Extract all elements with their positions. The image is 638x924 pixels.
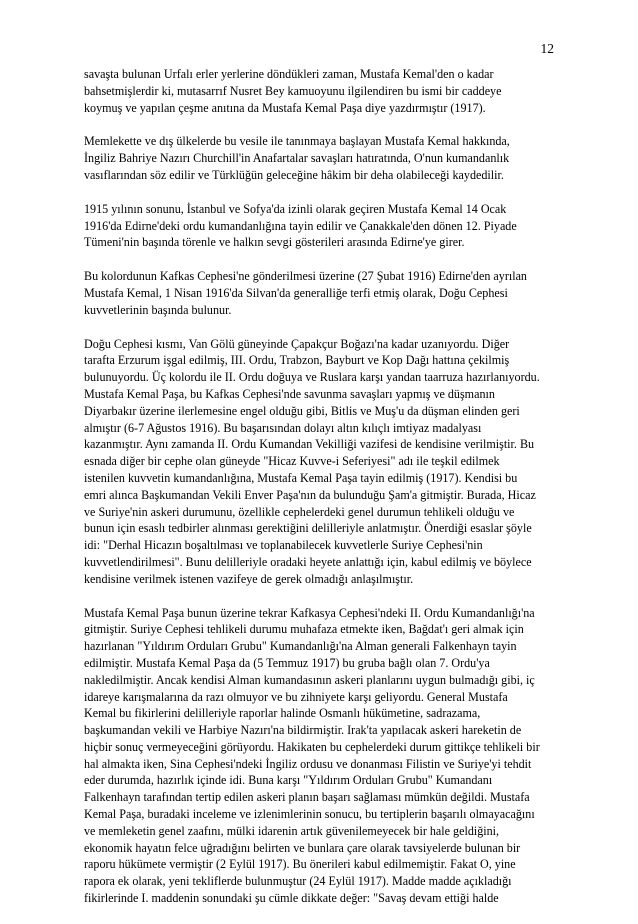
text-line: raporu hükümete vermiştir (2 Eylül 1917). Bu önerileri kabul edilmemiştir. Fakat O, yine (84, 857, 516, 872)
text-line: ve memleketin genel zaafını, mülki idarenin artık güvenilemeyecek bir hale geldiğini, (84, 823, 500, 838)
paragraph (84, 133, 564, 183)
text-line: kazanmıştır. Aynı zamanda II. Ordu Kumandan Vekilliği vazifesi de kendisine verilmiştir. Bu (84, 437, 535, 452)
text-line: kuvvetlerinin başında bulunur. (84, 302, 232, 317)
text-line: idareye karışmalarına da razı olmuyor ve bu zihniyete karşı geliyordu. General Mustafa (84, 689, 508, 704)
page-number: 12 (540, 41, 554, 56)
text-line: ekonomik hayatın felce uğradığını belirten ve bunlara çare olarak tavsiyelerde bulunan bir (84, 840, 521, 855)
text-line: Kemal Paşa, buradaki inceleme ve izlenimlerinin sonucu, bu tertiplerin başarılı olmayacağını (84, 807, 535, 822)
text-line: rapora ek olarak, yeni tekliflerde bulunmuştur (24 Eylül 1917). Madde madde açıkladığı (84, 874, 512, 889)
document-body (84, 66, 564, 924)
text-line: ve Suriye'nin askeri durumunu, özellikle cephelerdeki genel durumun tehlikeli olduğu ve (84, 504, 515, 519)
text-line: emri alınca Başkumandan Vekili Enver Paşa'nın da bulunduğu Şam'a gitmiştir. Burada, Hicaz (84, 487, 536, 502)
paragraph (84, 268, 564, 318)
text-line: Bu kolordunun Kafkas Cephesi'ne gönderilmesi üzerine (27 Şubat 1916) Edirne'den ayrılan (84, 269, 527, 284)
text-line: kuvvetlendirilmesi". Bunu delilleriyle oradaki heyete anlattığı için, kabul edilmiş ve böylece (84, 554, 532, 569)
text-line: bunun için esaslı tedbirler alınması gerektiğini delilleriyle anlatmıştır. Önerdiği esaslar şöyle (84, 521, 532, 536)
text-line: Kemal bu fikirlerini delilleriyle raporlar halinde Osmanlı hükümetine, sadrazama, (84, 706, 481, 721)
text-line: tarafta Erzurum işgal edilmiş, III. Ordu, Trabzon, Bayburt ve Kop Dağı hattına çekilmiş (84, 353, 510, 368)
text-line: hiçbir sonuç vermeyeceğini görüyordu. Hakikaten bu cephelerdeki durum gittikçe tehlikeli bir (84, 739, 540, 754)
text-line: almıştır (6-7 Ağustos 1916). Bu başarısından dolayı altın kılıçlı imtiyaz madalyası (84, 420, 482, 435)
text-line: Mustafa Kemal Paşa, bu Kafkas Cephesi'nde savunma savaşları yapmış ve düşmanın (84, 386, 495, 401)
text-line: Mustafa Kemal Paşa bunun üzerine tekrar Kafkasya Cephesi'ndeki II. Ordu Kumandanlığı'na (84, 605, 535, 620)
text-line: 1916'da Edirne'deki ordu kumandanlığına tayin edilir ve Çanakkale'den dönen 12. Piyade (84, 218, 517, 233)
paragraph (84, 66, 564, 116)
text-line: Tümeni'nin başında törenle ve halkın sevgi gösterileri arasında Edirne'ye girer. (84, 235, 465, 250)
text-line: esnada diğer bir cephe olan güneyde "Hicaz Kuvve-i Seferiyesi" adı ile teşkil edilmek (84, 454, 500, 469)
text-line: 1915 yılının sonunu, İstanbul ve Sofya'da izinli olarak geçiren Mustafa Kemal 14 Ocak (84, 201, 507, 216)
text-line: Diyarbakır üzerine ilerlemesine engel olduğu gibi, Bitlis ve Muş'u da düşman elinden geri (84, 403, 520, 418)
text-line: hazırlanan "Yıldırım Orduları Grubu" Kumandanlığı'na Alman generali Falkenhayn tayin (84, 639, 517, 654)
text-line: istenilen kuvvetin kumandanlığına, Mustafa Kemal Paşa tayin edilmiş (1917). Kendisi bu (84, 470, 518, 485)
text-line: kendisine verilmek istenen vazifeye de gerek olmadığı anlaşılmıştır. (84, 571, 414, 586)
text-line: nakledilmiştir. Ancak kendisi Alman kumandasının askeri planlarını uygun bulmadığı gibi, iç (84, 672, 535, 687)
text-line: bulunuyordu. Üç kolordu ile II. Ordu doğuya ve Ruslara karşı yandan taarruza hazırlanıyordu. (84, 370, 540, 385)
text-line: fikirlerinde I. maddenin sonundaki şu cümle dikkate değer: "Savaş devam ettiği halde (84, 891, 499, 906)
text-line: gitmiştir. Suriye Cephesi tehlikeli durumu muhafaza etmekte iken, Bağdat'ı geri almak için (84, 622, 524, 637)
text-line: Memlekette ve dış ülkelerde bu vesile ile tanınmaya başlayan Mustafa Kemal hakkında, (84, 134, 510, 149)
paragraph (84, 605, 564, 907)
text-line: savaşta bulunan Urfalı erler yerlerine döndükleri zaman, Mustafa Kemal'den o kadar (84, 67, 494, 81)
text-line: eder durumda, hazırlık içinde idi. Buna karşı "Yıldırım Orduları Grubu" Kumandanı (84, 773, 493, 788)
text-line: İngiliz Bahriye Nazırı Churchill'in Anafartalar savaşları hatıratında, O'nun kumandanlık (84, 151, 510, 166)
text-line: vasıflarından söz edilir ve Türklüğün geleceğine hâkim bir deha olabileceği kaydedilir. (84, 167, 504, 182)
text-line: Falkenhayn tarafından tertip edilen askeri planın başarı sağlaması mümkün değildi. Mustafa (84, 790, 530, 805)
paragraph (84, 336, 564, 588)
text-line: idi: "Derhal Hicazın boşaltılması ve toplanabilecek kuvvetlerle Suriye Cephesi'nin (84, 538, 483, 553)
text-line: başkumandan vekili ve Harbiye Nazırı'na bildirmiştir. Irak'ta yapılacak askeri hareketin de (84, 723, 522, 738)
paragraph (84, 201, 564, 251)
text-line: Mustafa Kemal, 1 Nisan 1916'da Silvan'da generalliğe terfi etmiş olarak, Doğu Cephesi (84, 285, 508, 300)
text-line: hal almakta iken, Sina Cephesi'ndeki İngiliz ordusu ve donanması Filistin ve Suriye'yi tehdit (84, 756, 532, 771)
text-line: Doğu Cephesi kısmı, Van Gölü güneyinde Çapakçur Boğazı'na kadar uzanıyordu. Diğer (84, 336, 510, 351)
text-line: koymuş ve yapılan çeşme anıtına da Mustafa Kemal Paşa diye yazdırmıştır (1917). (84, 100, 486, 115)
text-line: edilmiştir. Mustafa Kemal Paşa da (5 Temmuz 1917) bu gruba bağlı olan 7. Ordu'ya (84, 655, 490, 670)
text-line: bahsetmişlerdir ki, mutasarrıf Nusret Bey kamuoyunu ilgilendiren bu ismi bir caddeye (84, 83, 502, 98)
